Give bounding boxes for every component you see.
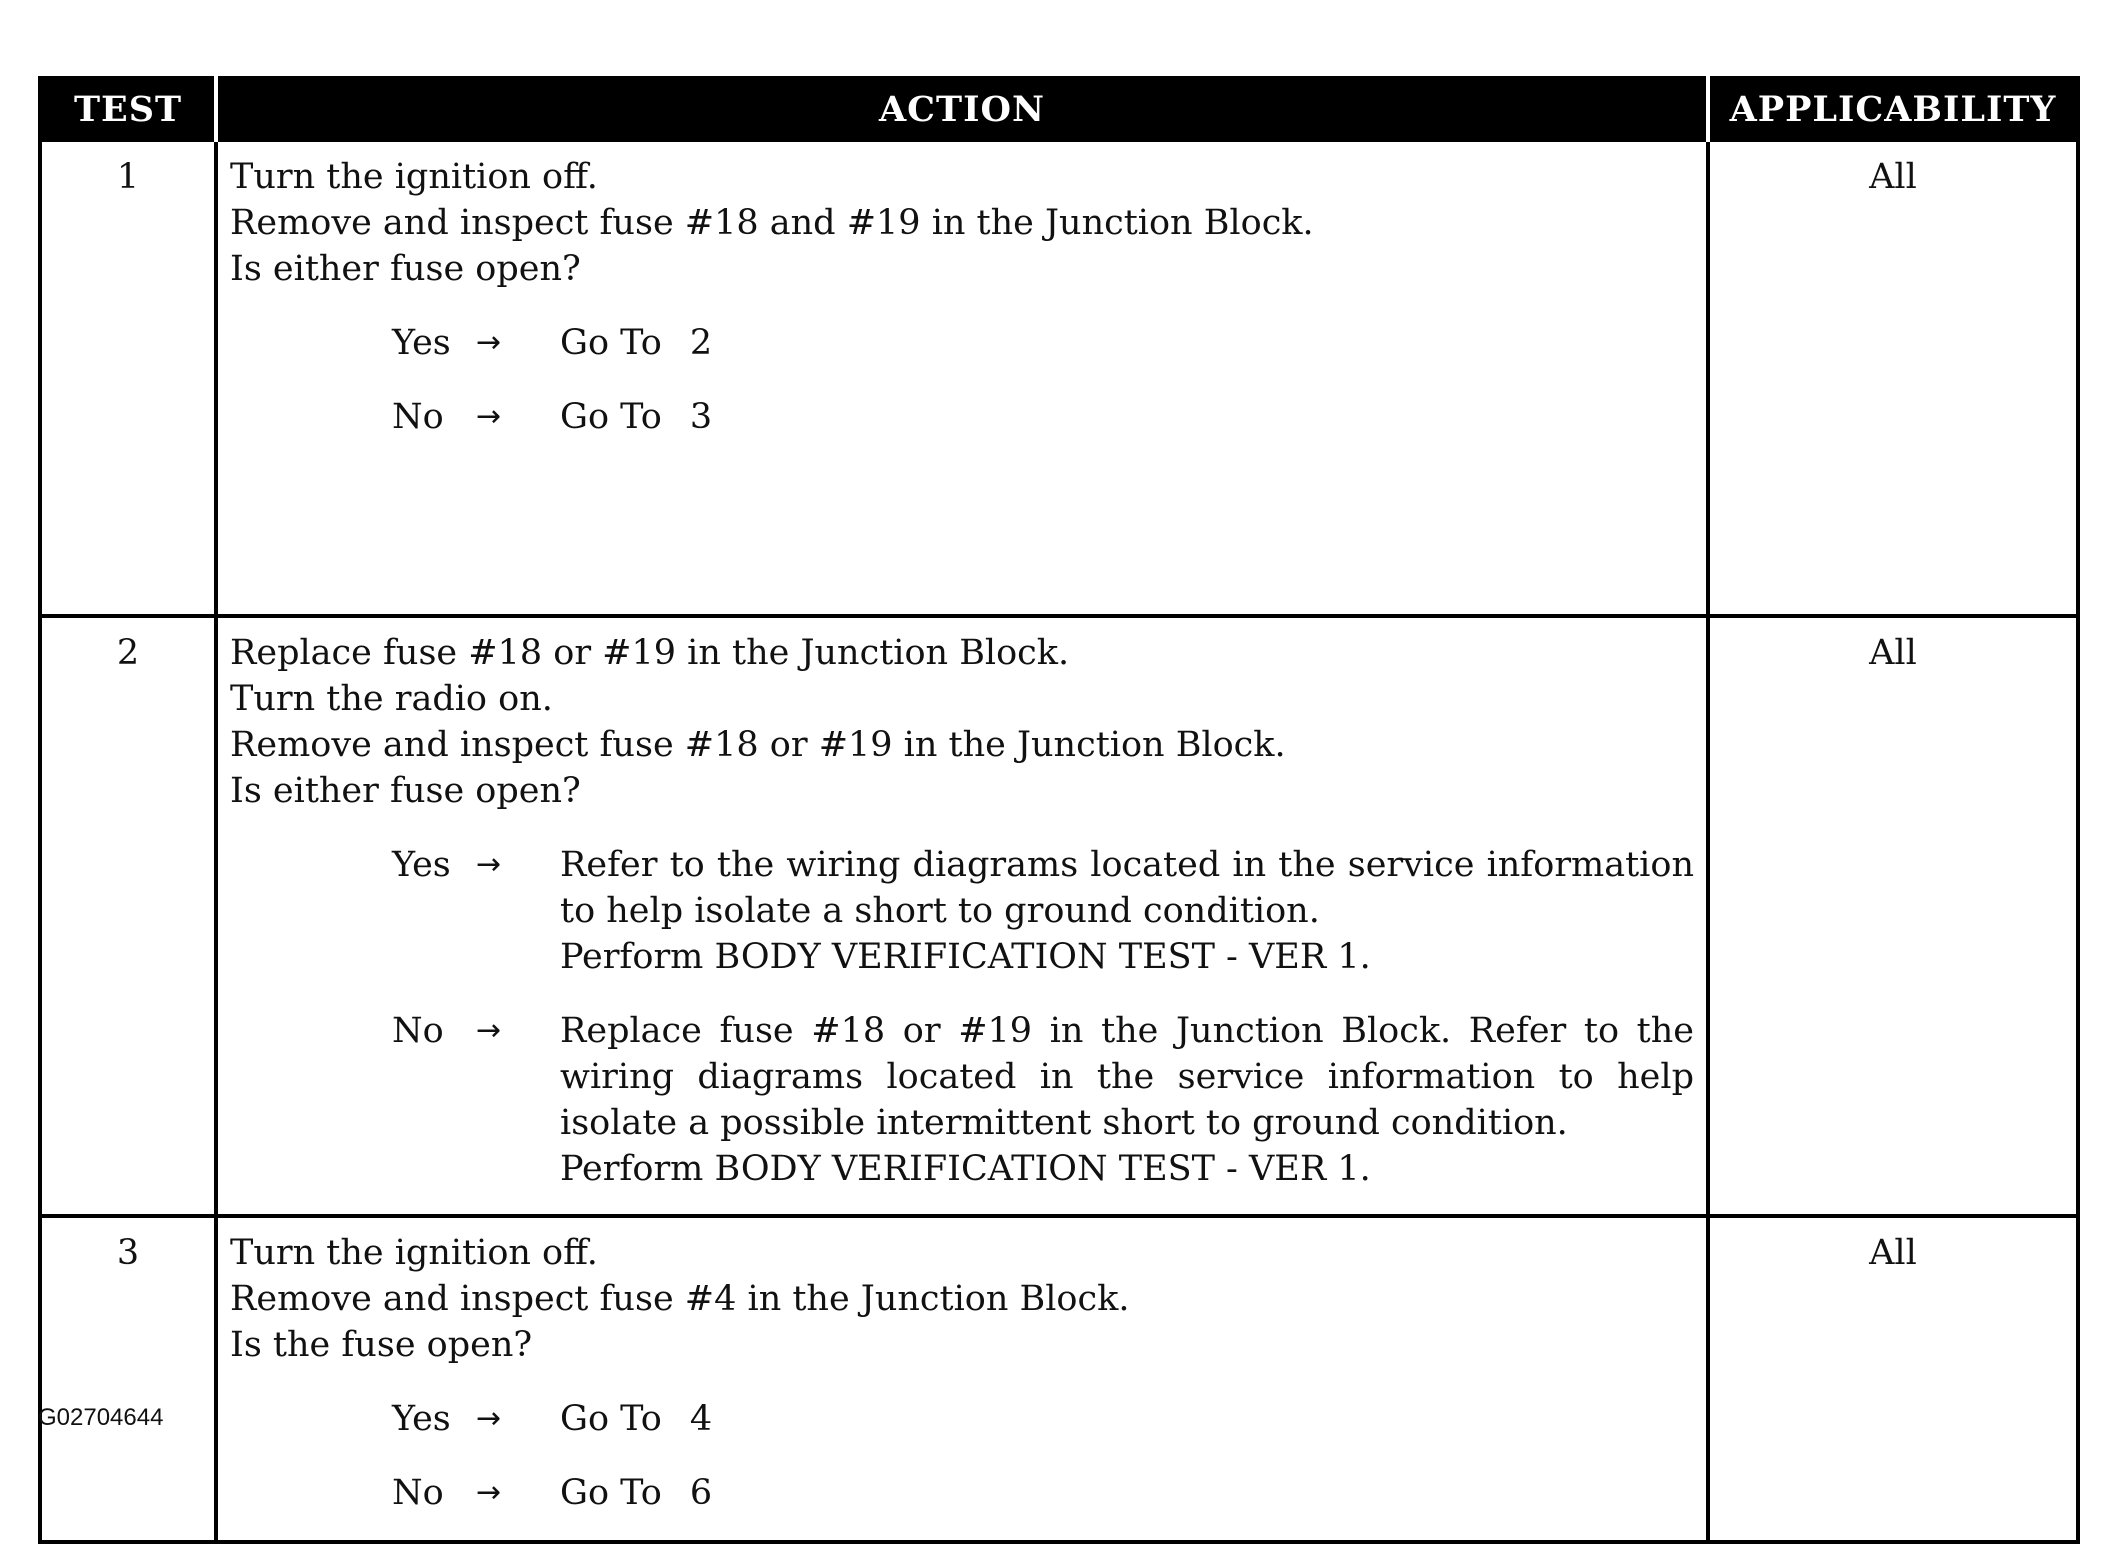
no-branch [392, 1008, 1694, 1192]
right-arrow-icon: → [476, 399, 502, 434]
table-row [40, 1216, 2078, 1542]
no-label: No [392, 1473, 444, 1513]
applicability-value: All [1708, 140, 2078, 616]
action-question: Is the fuse open? [230, 1325, 533, 1365]
test-number: 1 [40, 140, 216, 616]
header-test: TEST [40, 78, 216, 140]
no-label: No [392, 397, 444, 437]
goto-label: Go To [560, 1473, 662, 1513]
test-number: 2 [40, 616, 216, 1216]
right-arrow-icon: → [476, 847, 502, 882]
action-question: Is either fuse open? [230, 771, 581, 811]
goto-label: Go To [560, 323, 662, 363]
action-step: Remove and inspect fuse #4 in the Junction Block. [230, 1279, 1130, 1319]
action-question: Is either fuse open? [230, 249, 581, 289]
right-arrow-icon: → [476, 1401, 502, 1436]
goto-label: Go To [560, 397, 662, 437]
no-label: No [392, 1011, 444, 1051]
action-step: Replace fuse #18 or #19 in the Junction Block. [230, 633, 1070, 673]
figure-code: G02704644 [38, 1404, 164, 1431]
goto-target: 3 [689, 397, 713, 437]
yes-branch [392, 842, 1694, 980]
no-branch [392, 394, 1694, 440]
action-step: Turn the radio on. [230, 679, 553, 719]
action-step: Remove and inspect fuse #18 or #19 in the Junction Block. [230, 725, 1286, 765]
test-number: 3 [40, 1216, 216, 1542]
goto-instruction [560, 394, 1694, 440]
verification-text: Perform BODY VERIFICATION TEST - VER 1. [560, 1149, 1371, 1189]
right-arrow-icon: → [476, 325, 502, 360]
right-arrow-icon: → [476, 1013, 502, 1048]
goto-instruction [560, 1396, 1694, 1442]
applicability-value: All [1708, 1216, 2078, 1542]
result-text: Refer to the wiring diagrams located in the service information to help isolate a short to ground condition. [560, 845, 1694, 931]
result-text: Replace fuse #18 or #19 in the Junction Block. Refer to the wiring diagrams located in the service information to help isolate a possible intermittent short to ground condition. [560, 1011, 1694, 1143]
no-result [560, 1008, 1694, 1192]
yes-branch [392, 1396, 1694, 1442]
action-cell [216, 616, 1708, 1216]
verification-text: Perform BODY VERIFICATION TEST - VER 1. [560, 937, 1371, 977]
goto-instruction [560, 1470, 1694, 1516]
action-cell [216, 1216, 1708, 1542]
yes-label: Yes [392, 323, 451, 363]
yes-label: Yes [392, 1399, 451, 1439]
goto-label: Go To [560, 1399, 662, 1439]
goto-target: 2 [689, 323, 713, 363]
table-header-row [40, 78, 2078, 140]
right-arrow-icon: → [476, 1475, 502, 1510]
goto-target: 4 [689, 1399, 713, 1439]
yes-label: Yes [392, 845, 451, 885]
table-row [40, 140, 2078, 616]
table-row [40, 616, 2078, 1216]
header-applicability: APPLICABILITY [1708, 78, 2078, 140]
action-cell [216, 140, 1708, 616]
applicability-value: All [1708, 616, 2078, 1216]
action-step: Remove and inspect fuse #18 and #19 in the Junction Block. [230, 203, 1314, 243]
yes-result [560, 842, 1694, 980]
no-branch [392, 1470, 1694, 1516]
action-step: Turn the ignition off. [230, 157, 598, 197]
action-step: Turn the ignition off. [230, 1233, 598, 1273]
goto-target: 6 [689, 1473, 713, 1513]
goto-instruction [560, 320, 1694, 366]
header-action: ACTION [216, 78, 1708, 140]
diagnostic-test-table [38, 76, 2080, 1544]
yes-branch [392, 320, 1694, 366]
